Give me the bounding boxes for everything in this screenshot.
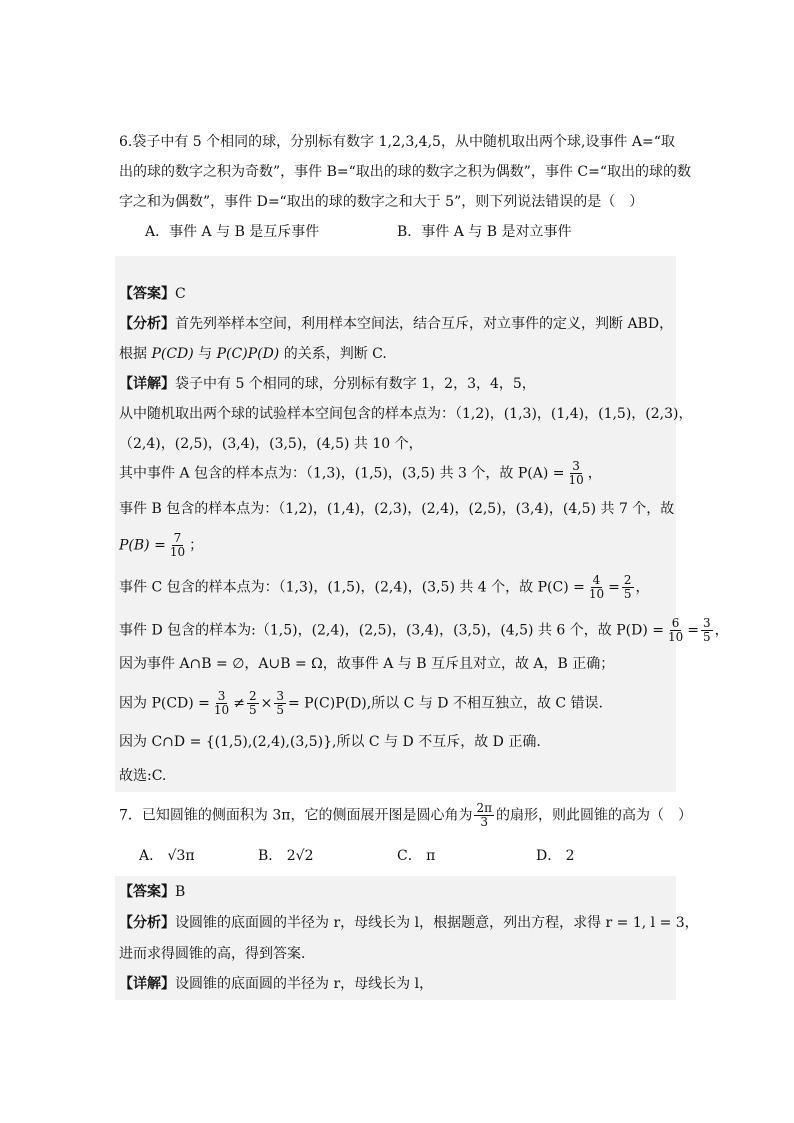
detail-text: 其中事件 A 包含的样本点为：（1,3)，(1,5)，(3,5) 共 3 个，故 P(A) = [119, 465, 565, 482]
times-sign: × [260, 695, 273, 712]
analysis-text: 设圆锥的底面圆的半径为 r，母线长为 l，根据题意，列出方程，求得 r = 1, l = 3， [175, 915, 699, 931]
answer-tag: 【答案】 [119, 884, 175, 900]
q6-detail-line-3: （2,4)，(2,5)，(3,4)，(3,5)，(4,5) 共 10 个， [119, 436, 423, 452]
q6-detail-line-4 [119, 460, 602, 487]
answer-tag: 【答案】 [119, 286, 175, 302]
q6-detail-line-6 [119, 532, 203, 559]
detail-text: ， [587, 465, 602, 482]
fraction-denominator: 5 [623, 587, 632, 601]
q6-detail-line-9: 因为事件 A∩B = ∅，A∪B = Ω，故事件 A 与 B 互斥且对立，故 A，B 正确； [119, 656, 615, 672]
q6-stem-line-1: 6.袋子中有 5 个相同的球，分别标有数字 1,2,3,4,5，从中随机取出两个球,设事件 A=“取 [119, 134, 675, 150]
fraction [701, 617, 713, 644]
q7-option-d: D． 2 [536, 848, 575, 864]
fraction-denominator: 10 [588, 587, 605, 601]
fraction-denominator: 10 [667, 630, 684, 644]
detail-text: 事件 C 包含的样本点为：（1,3)，(1,5)，(2,4)，(3,5) 共 4 个，故 P(C) = [119, 579, 585, 596]
fraction-numerator: 2π [476, 801, 492, 815]
not-equal-sign: ≠ [233, 695, 245, 712]
fraction-denominator: 5 [276, 703, 284, 717]
stem-text: 的扇形，则此圆锥的高为（ ） [496, 807, 692, 824]
q6-stem-line-2: 出的球的数字之积为奇数”，事件 B=“取出的球的数字之积为偶数”，事件 C=“取出的球的数 [119, 164, 691, 180]
q7-option-a: A． √3π [139, 848, 195, 864]
q6-detail-line-8 [119, 617, 729, 644]
q7-analysis-line-1 [119, 913, 699, 933]
fraction-denominator: 5 [248, 703, 257, 717]
analysis-text: 与 [193, 346, 217, 362]
fraction-denominator: 10 [213, 703, 230, 717]
fraction-numerator: 7 [173, 531, 182, 545]
fraction [274, 690, 286, 717]
q6-option-a: A．事件 A 与 B 是互斥事件 [145, 224, 320, 240]
fraction-numerator: 6 [671, 616, 680, 630]
answer-value: C [175, 286, 186, 302]
fraction [474, 802, 494, 829]
q6-option-b: B．事件 A 与 B 是对立事件 [397, 224, 572, 240]
stem-text: 7．已知圆锥的侧面积为 3π，它的侧面展开图是圆心角为 [119, 807, 473, 824]
fraction [168, 532, 187, 559]
analysis-tag: 【分析】 [119, 915, 175, 931]
analysis-text: 首先列举样本空间，利用样本空间法，结合互斥，对立事件的定义，判断 ABD， [175, 316, 674, 332]
detail-text: 设圆锥的底面圆的半径为 r，母线长为 l， [175, 976, 434, 992]
fraction-denominator: 10 [169, 545, 186, 559]
q7-stem [119, 802, 692, 829]
detail-text: ， [635, 579, 650, 596]
q6-detail-line-7 [119, 574, 650, 601]
q6-detail-line-2: 从中随机取出两个球的试验样本空间包含的样本点为：（1,2)，(1,3)，(1,4)，(1,5)，(2,3)， [119, 406, 693, 422]
equals-sign: = [608, 579, 620, 596]
q6-detail-line-5: 事件 B 包含的样本点为：（1,2)，(1,4)，(2,3)，(2,4)，(2,5)，(3,4)，(4,5) 共 7 个，故 [119, 501, 675, 517]
q6-answer [119, 284, 186, 304]
fraction-denominator: 3 [480, 815, 489, 829]
q7-answer [119, 882, 185, 902]
q6-detail-line-11: 因为 C∩D = {(1,5),(2,4),(3,5)},所以 C 与 D 不互斥，故 D 正确. [119, 734, 541, 750]
fraction [247, 690, 259, 717]
detail-text: 袋子中有 5 个相同的球，分别标有数字 1，2，3，4，5， [175, 376, 536, 392]
analysis-text: 的关系，判断 C. [279, 346, 387, 362]
q7-option-c: C． π [397, 848, 436, 864]
fraction-denominator: 10 [568, 473, 584, 487]
fraction [587, 574, 606, 601]
math-expr: P(CD) [151, 346, 194, 362]
math-expr: P(B) = [119, 537, 166, 554]
analysis-tag: 【分析】 [119, 316, 175, 332]
detail-tag: 【详解】 [119, 976, 175, 992]
detail-text: ； [189, 537, 204, 554]
fraction-denominator: 5 [702, 630, 711, 644]
q6-analysis-line-2 [119, 344, 387, 364]
q6-stem-line-3: 字之和为偶数”，事件 D=“取出的球的数字之和大于 5”，则下列说法错误的是（ ） [119, 194, 644, 210]
equals-sign: = [687, 622, 699, 639]
answer-value: B [175, 884, 186, 900]
q6-detail-line-1 [119, 374, 536, 394]
fraction-numerator: 3 [572, 459, 580, 473]
detail-text: 因为 P(CD) = [119, 695, 210, 712]
detail-text: ， [714, 622, 729, 639]
detail-text: 事件 D 包含的样本为:（1,5)，(2,4)，(2,5)，(3,4)，(3,5)，(4,5) 共 6 个，故 P(D) = [119, 622, 664, 639]
fraction-numerator: 2 [248, 689, 257, 703]
fraction-numerator: 4 [592, 573, 601, 587]
q7-detail-line-1 [119, 974, 433, 994]
fraction [566, 460, 585, 487]
detail-tag: 【详解】 [119, 376, 175, 392]
math-expr: P(C)P(D) [216, 346, 280, 362]
fraction [212, 690, 231, 717]
q7-analysis-line-2: 进而求得圆锥的高，得到答案. [119, 946, 306, 962]
q6-detail-line-12: 故选:C. [119, 768, 167, 784]
q6-analysis-line-1 [119, 314, 673, 334]
fraction-numerator: 3 [217, 689, 226, 703]
detail-text: = P(C)P(D),所以 C 与 D 不相互独立，故 C 错误. [287, 695, 604, 712]
fraction [622, 574, 634, 601]
fraction-numerator: 3 [702, 616, 711, 630]
q6-detail-line-10 [119, 690, 603, 717]
analysis-text: 根据 [119, 346, 152, 362]
fraction-numerator: 2 [623, 573, 632, 587]
fraction [666, 617, 685, 644]
q7-option-b: B． 2√2 [258, 848, 314, 864]
fraction-numerator: 3 [276, 689, 284, 703]
